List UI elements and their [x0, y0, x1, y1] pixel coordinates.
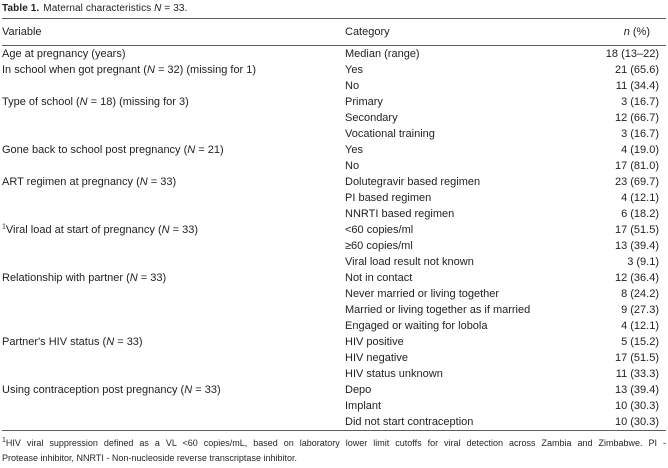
variable-cell — [2, 46, 345, 63]
variable-cell — [2, 222, 345, 238]
n-percent-cell: 11 (34.4) — [615, 80, 659, 92]
n-percent-cell: 3 (16.7) — [621, 96, 659, 108]
column-header-variable: Variable — [2, 19, 345, 46]
variable-cell — [2, 254, 345, 270]
n-percent-cell: 12 (36.4) — [614, 272, 659, 284]
variable-cell — [2, 270, 345, 286]
category-cell: Primary — [345, 96, 383, 108]
table-row — [2, 62, 666, 78]
table-row — [2, 318, 666, 334]
n-percent-cell: 5 (15.2) — [621, 336, 659, 348]
variable-label: Partner's HIV status (N = 33) — [2, 336, 143, 348]
n-percent-cell: 3 (9.1) — [627, 256, 659, 268]
footnote-line-2: Protease inhibitor, NNRTI - Non-nucleoside reverse transcriptase inhibitor. — [2, 452, 297, 463]
n-percent-cell: 21 (65.6) — [614, 64, 659, 76]
maternal-characteristics-table — [2, 18, 666, 431]
category-cell: Median (range) — [345, 48, 420, 60]
footnote-line-1-text: HIV viral suppression defined as a VL <60 copies/mL, based on laboratory lower limit cutoffs for viral detection across Zambia and Zimbabwe. PI - — [5, 438, 666, 448]
table-row — [2, 238, 666, 254]
table-row — [2, 222, 666, 238]
category-cell: ≥60 copies/ml — [345, 240, 413, 252]
table-body — [2, 46, 666, 431]
footnote-superscript-marker: 1 — [2, 437, 6, 444]
variable-cell — [2, 126, 345, 142]
variable-cell — [2, 414, 345, 431]
table-row — [2, 126, 666, 142]
table-row — [2, 190, 666, 206]
variable-label: Viral load at start of pregnancy (N = 33) — [5, 224, 199, 236]
table-row — [2, 382, 666, 398]
n-percent-cell: 8 (24.2) — [621, 288, 659, 300]
variable-label: Using contraception post pregnancy (N = 33) — [2, 384, 221, 396]
category-cell: Never married or living together — [345, 288, 500, 300]
n-percent-cell: 18 (13–22) — [605, 48, 659, 60]
variable-superscript-marker: 1 — [2, 223, 6, 231]
category-cell: HIV negative — [345, 352, 408, 364]
category-cell: Implant — [345, 400, 382, 412]
category-cell: No — [345, 160, 360, 172]
variable-label: In school when got pregnant (N = 32) (missing for 1) — [2, 64, 257, 76]
category-cell: No — [345, 80, 360, 92]
table-row — [2, 286, 666, 302]
table-row — [2, 110, 666, 126]
variable-cell — [2, 286, 345, 302]
table-row — [2, 174, 666, 190]
variable-cell — [2, 174, 345, 190]
variable-label: ART regimen at pregnancy (N = 33) — [2, 176, 177, 188]
variable-cell — [2, 350, 345, 366]
table-row — [2, 78, 666, 94]
table-row — [2, 142, 666, 158]
category-cell: Depo — [345, 384, 372, 396]
category-cell: Viral load result not known — [345, 256, 474, 268]
variable-cell — [2, 366, 345, 382]
table-row — [2, 350, 666, 366]
category-cell: PI based regimen — [345, 192, 432, 204]
table-row — [2, 46, 666, 63]
n-percent-cell: 4 (12.1) — [621, 192, 659, 204]
variable-cell — [2, 142, 345, 158]
variable-cell — [2, 318, 345, 334]
variable-cell — [2, 206, 345, 222]
n-percent-cell: 17 (81.0) — [614, 160, 659, 172]
variable-cell — [2, 302, 345, 318]
n-percent-cell: 23 (69.7) — [614, 176, 659, 188]
table-row — [2, 398, 666, 414]
category-cell: Secondary — [345, 112, 398, 124]
category-cell: <60 copies/ml — [345, 224, 414, 236]
variable-cell — [2, 78, 345, 94]
table-row — [2, 270, 666, 286]
table-title-text: Maternal characteristics N = 33. — [43, 3, 188, 14]
category-cell: Yes — [345, 64, 363, 76]
n-percent-cell: 12 (66.7) — [614, 112, 659, 124]
table-header — [2, 19, 666, 46]
category-cell: Married or living together as if married — [345, 304, 531, 316]
column-header-n-percent: n (%) — [558, 19, 666, 46]
n-percent-cell: 13 (39.4) — [614, 240, 659, 252]
category-cell: Yes — [345, 144, 363, 156]
variable-cell — [2, 334, 345, 350]
n-percent-cell: 17 (51.5) — [614, 224, 659, 236]
table-title — [2, 3, 666, 15]
n-percent-cell: 4 (12.1) — [621, 320, 659, 332]
variable-cell — [2, 382, 345, 398]
variable-cell — [2, 158, 345, 174]
n-percent-cell: 11 (33.3) — [615, 368, 659, 380]
table-row — [2, 302, 666, 318]
n-percent-cell: 4 (19.0) — [621, 144, 659, 156]
n-percent-cell: 17 (51.5) — [614, 352, 659, 364]
header-row — [2, 19, 666, 46]
column-header-category: Category — [345, 19, 558, 46]
n-percent-cell: 10 (30.3) — [614, 400, 659, 412]
category-cell: Vocational training — [345, 128, 435, 140]
variable-label: Relationship with partner (N = 33) — [2, 272, 167, 284]
category-cell: HIV positive — [345, 336, 404, 348]
category-cell: HIV status unknown — [345, 368, 443, 380]
variable-label: Type of school (N = 18) (missing for 3) — [2, 96, 189, 108]
n-percent-cell: 13 (39.4) — [614, 384, 659, 396]
n-percent-cell: 6 (18.2) — [621, 208, 659, 220]
table-row — [2, 94, 666, 110]
variable-cell — [2, 238, 345, 254]
n-percent-cell: 9 (27.3) — [621, 304, 659, 316]
category-cell: Engaged or waiting for lobola — [345, 320, 488, 332]
n-percent-cell: 10 (30.3) — [614, 416, 659, 428]
variable-label: Gone back to school post pregnancy (N = 21) — [2, 144, 224, 156]
table-row — [2, 414, 666, 431]
table-row — [2, 158, 666, 174]
table-row — [2, 206, 666, 222]
variable-cell — [2, 110, 345, 126]
table-footnote — [2, 436, 666, 465]
category-cell: NNRTI based regimen — [345, 208, 455, 220]
variable-cell — [2, 94, 345, 110]
table-row — [2, 366, 666, 382]
variable-label: Age at pregnancy (years) — [2, 48, 126, 60]
category-cell: Dolutegravir based regimen — [345, 176, 481, 188]
table-row — [2, 254, 666, 270]
category-cell: Did not start contraception — [345, 416, 474, 428]
variable-cell — [2, 190, 345, 206]
category-cell: Not in contact — [345, 272, 413, 284]
table-row — [2, 334, 666, 350]
variable-cell — [2, 62, 345, 78]
n-percent-cell: 3 (16.7) — [621, 128, 659, 140]
table-title-label: Table 1. — [2, 3, 40, 14]
footnote-line-1 — [2, 436, 666, 451]
variable-cell — [2, 398, 345, 414]
